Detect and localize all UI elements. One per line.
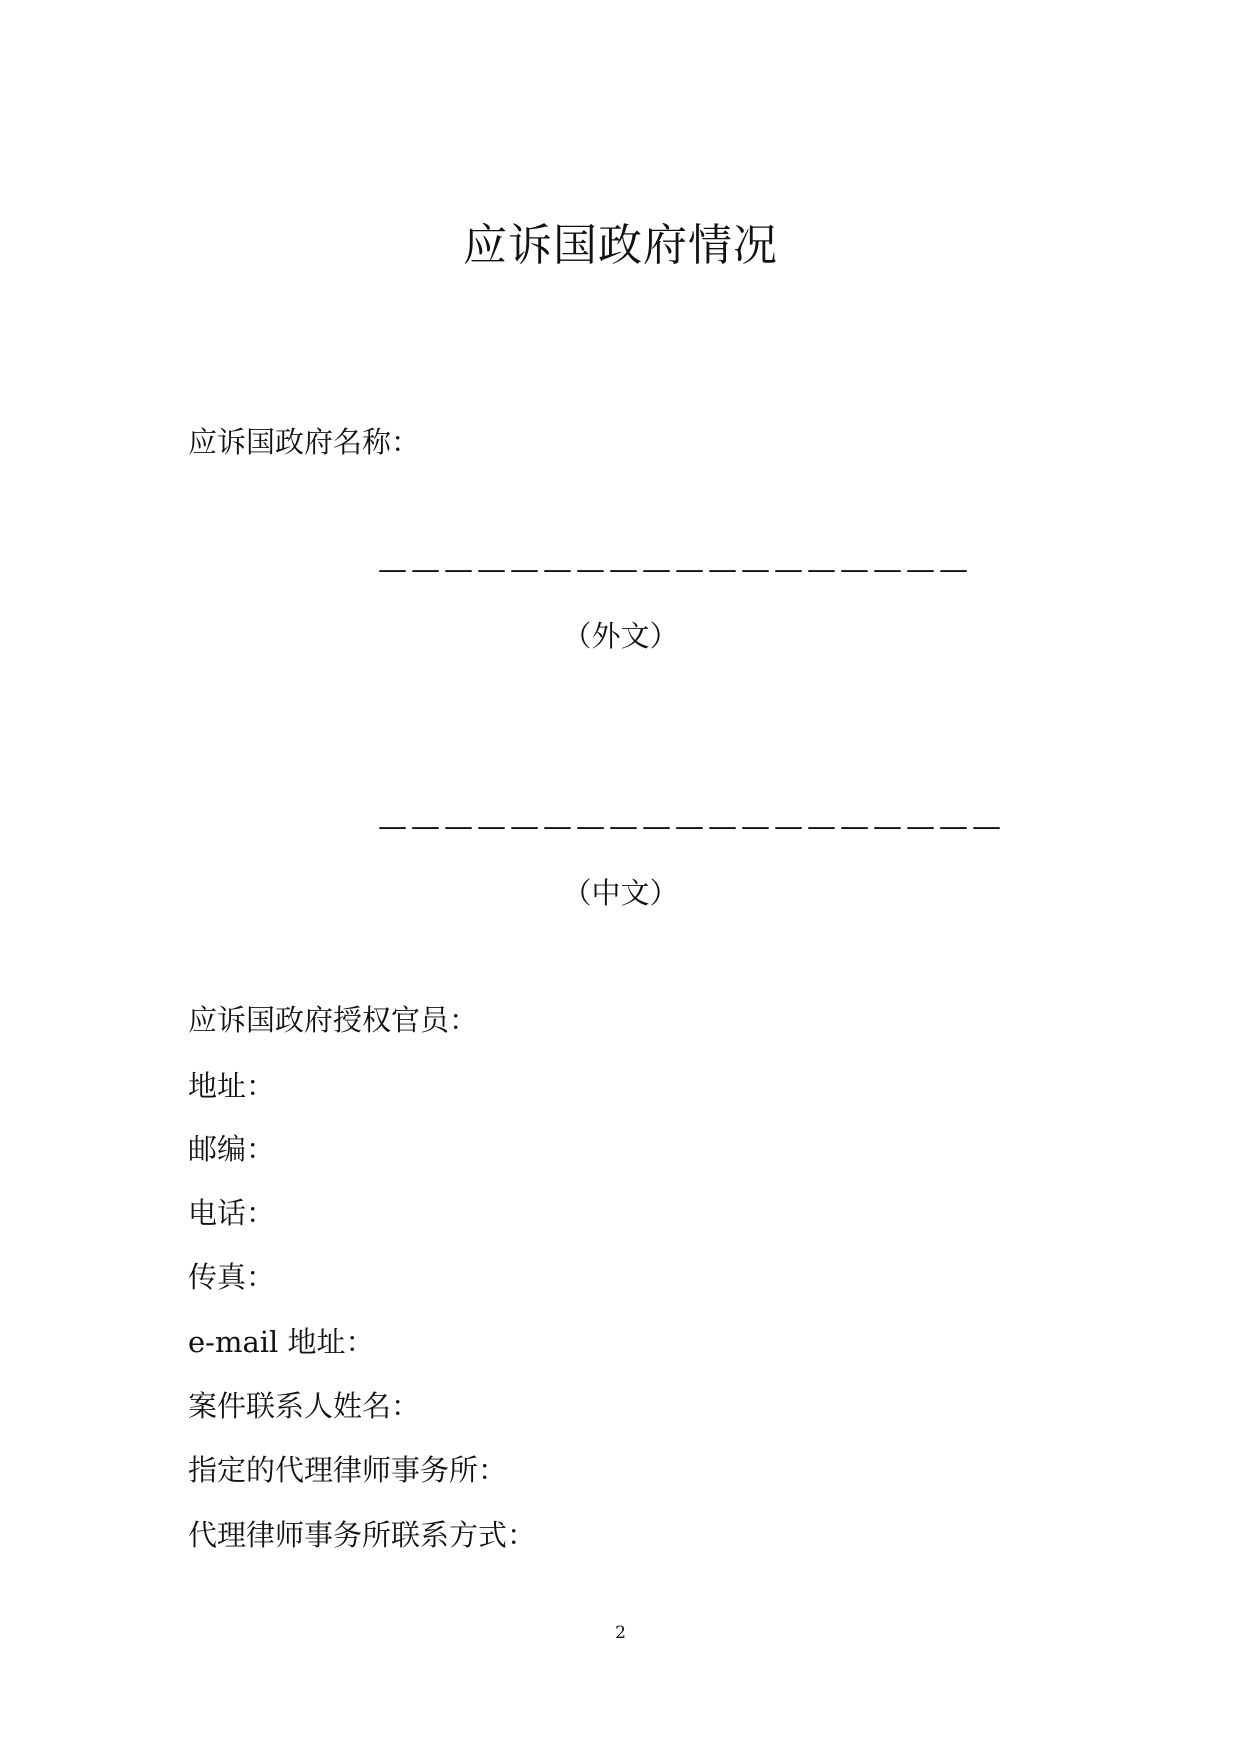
government-name-label: 应诉国政府名称： (188, 425, 421, 459)
postal-code-label: 邮编： (188, 1132, 276, 1166)
email-address-label: e-mail 地址： (188, 1325, 375, 1359)
chinese-language-caption: （中文） (562, 876, 679, 910)
foreign-language-caption: （外文） (562, 619, 679, 653)
case-contact-name-label: 案件联系人姓名： (188, 1389, 421, 1423)
foreign-name-blank-line: —————————————————— (378, 552, 972, 586)
designated-law-firm-label: 指定的代理律师事务所： (188, 1453, 508, 1487)
document-title: 应诉国政府情况 (463, 220, 778, 271)
address-label: 地址： (188, 1069, 276, 1103)
fax-label: 传真： (188, 1260, 276, 1294)
law-firm-contact-label: 代理律师事务所联系方式： (188, 1518, 537, 1552)
phone-label: 电话： (188, 1196, 276, 1230)
chinese-name-blank-line: ——————————————————— (378, 809, 1005, 843)
page-number: 2 (615, 1623, 626, 1643)
authorized-official-label: 应诉国政府授权官员： (188, 1003, 479, 1037)
